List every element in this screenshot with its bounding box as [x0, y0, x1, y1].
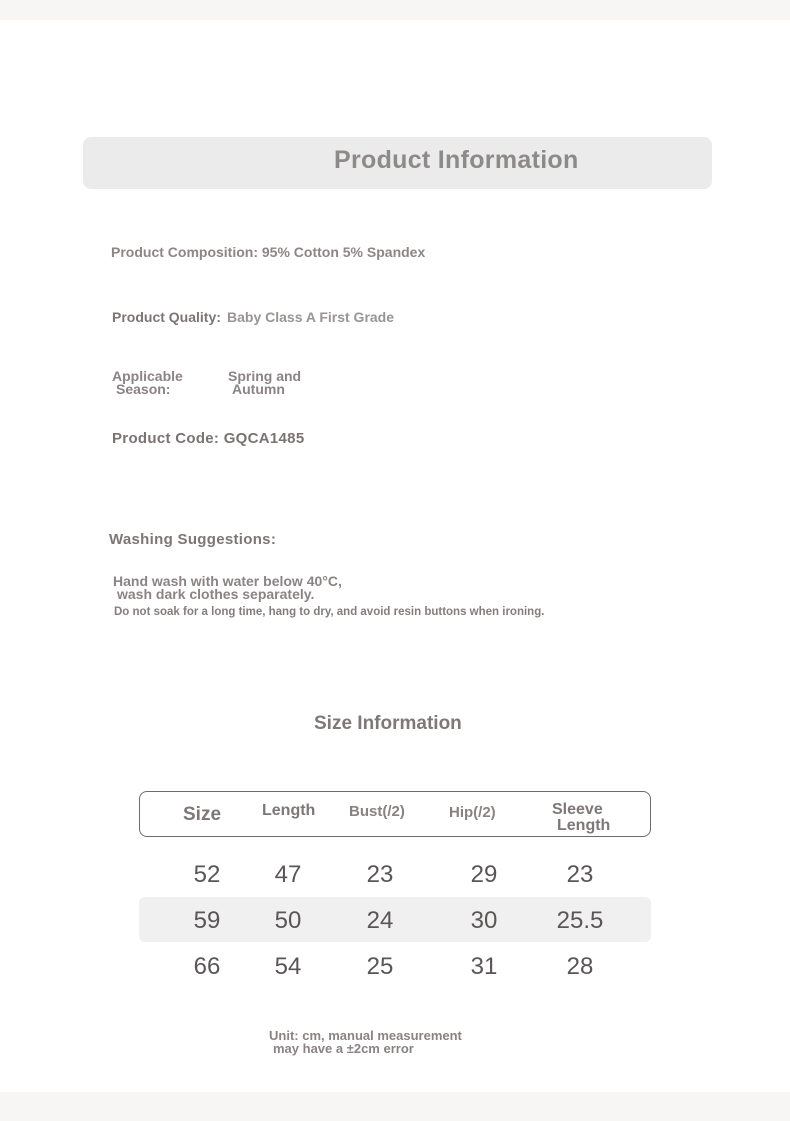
cell-hip: 30 [470, 907, 498, 934]
header-hip: Hip(/2) [449, 804, 496, 821]
cell-sleeve: 28 [566, 953, 594, 980]
header-sleeve-line2: Length [557, 817, 611, 834]
product-code: Product Code: GQCA1485 [112, 430, 305, 447]
cell-bust: 24 [366, 907, 394, 934]
cell-sleeve: 25.5 [556, 907, 604, 934]
top-band [0, 0, 790, 20]
cell-length: 47 [274, 861, 302, 888]
washing-title: Washing Suggestions: [109, 531, 277, 548]
season-label [112, 370, 183, 396]
size-info-title: Size Information [314, 713, 462, 734]
product-composition: Product Composition: 95% Cotton 5% Spandex [111, 244, 426, 260]
cell-length: 54 [274, 953, 302, 980]
cell-hip: 29 [470, 861, 498, 888]
season-value [228, 370, 301, 396]
season-label-line2: Season: [116, 381, 171, 397]
cell-length: 50 [274, 907, 302, 934]
bottom-band [0, 1092, 790, 1121]
product-info-title: Product Information [334, 146, 579, 174]
header-size: Size [183, 804, 222, 825]
product-quality-label: Product Quality: [112, 309, 221, 325]
season-value-line2: Autumn [232, 381, 285, 397]
season-value-line1: Spring and [228, 368, 302, 384]
header-length: Length [262, 802, 316, 819]
cell-bust: 23 [366, 861, 394, 888]
measurement-note [269, 1029, 462, 1055]
cell-bust: 25 [366, 953, 394, 980]
cell-sleeve: 23 [566, 861, 594, 888]
cell-size: 59 [193, 907, 221, 934]
product-quality-value: Baby Class A First Grade [227, 309, 395, 325]
note-line2: may have a ±2cm error [273, 1041, 414, 1056]
cell-hip: 31 [470, 953, 498, 980]
header-sleeve-line1: Sleeve [552, 801, 603, 818]
header-sleeve-length [552, 802, 610, 834]
cell-size: 52 [193, 861, 221, 888]
note-line1: Unit: cm, manual measurement [269, 1028, 462, 1043]
washing-line1: Hand wash with water below 40°C, [113, 573, 342, 589]
washing-line2: wash dark clothes separately. [117, 586, 315, 602]
header-bust: Bust(/2) [349, 803, 405, 820]
washing-line3: Do not soak for a long time, hang to dry, and avoid resin buttons when ironing. [114, 606, 545, 618]
cell-size: 66 [193, 953, 221, 980]
season-label-line1: Applicable [112, 368, 183, 384]
washing-instructions [113, 575, 342, 601]
